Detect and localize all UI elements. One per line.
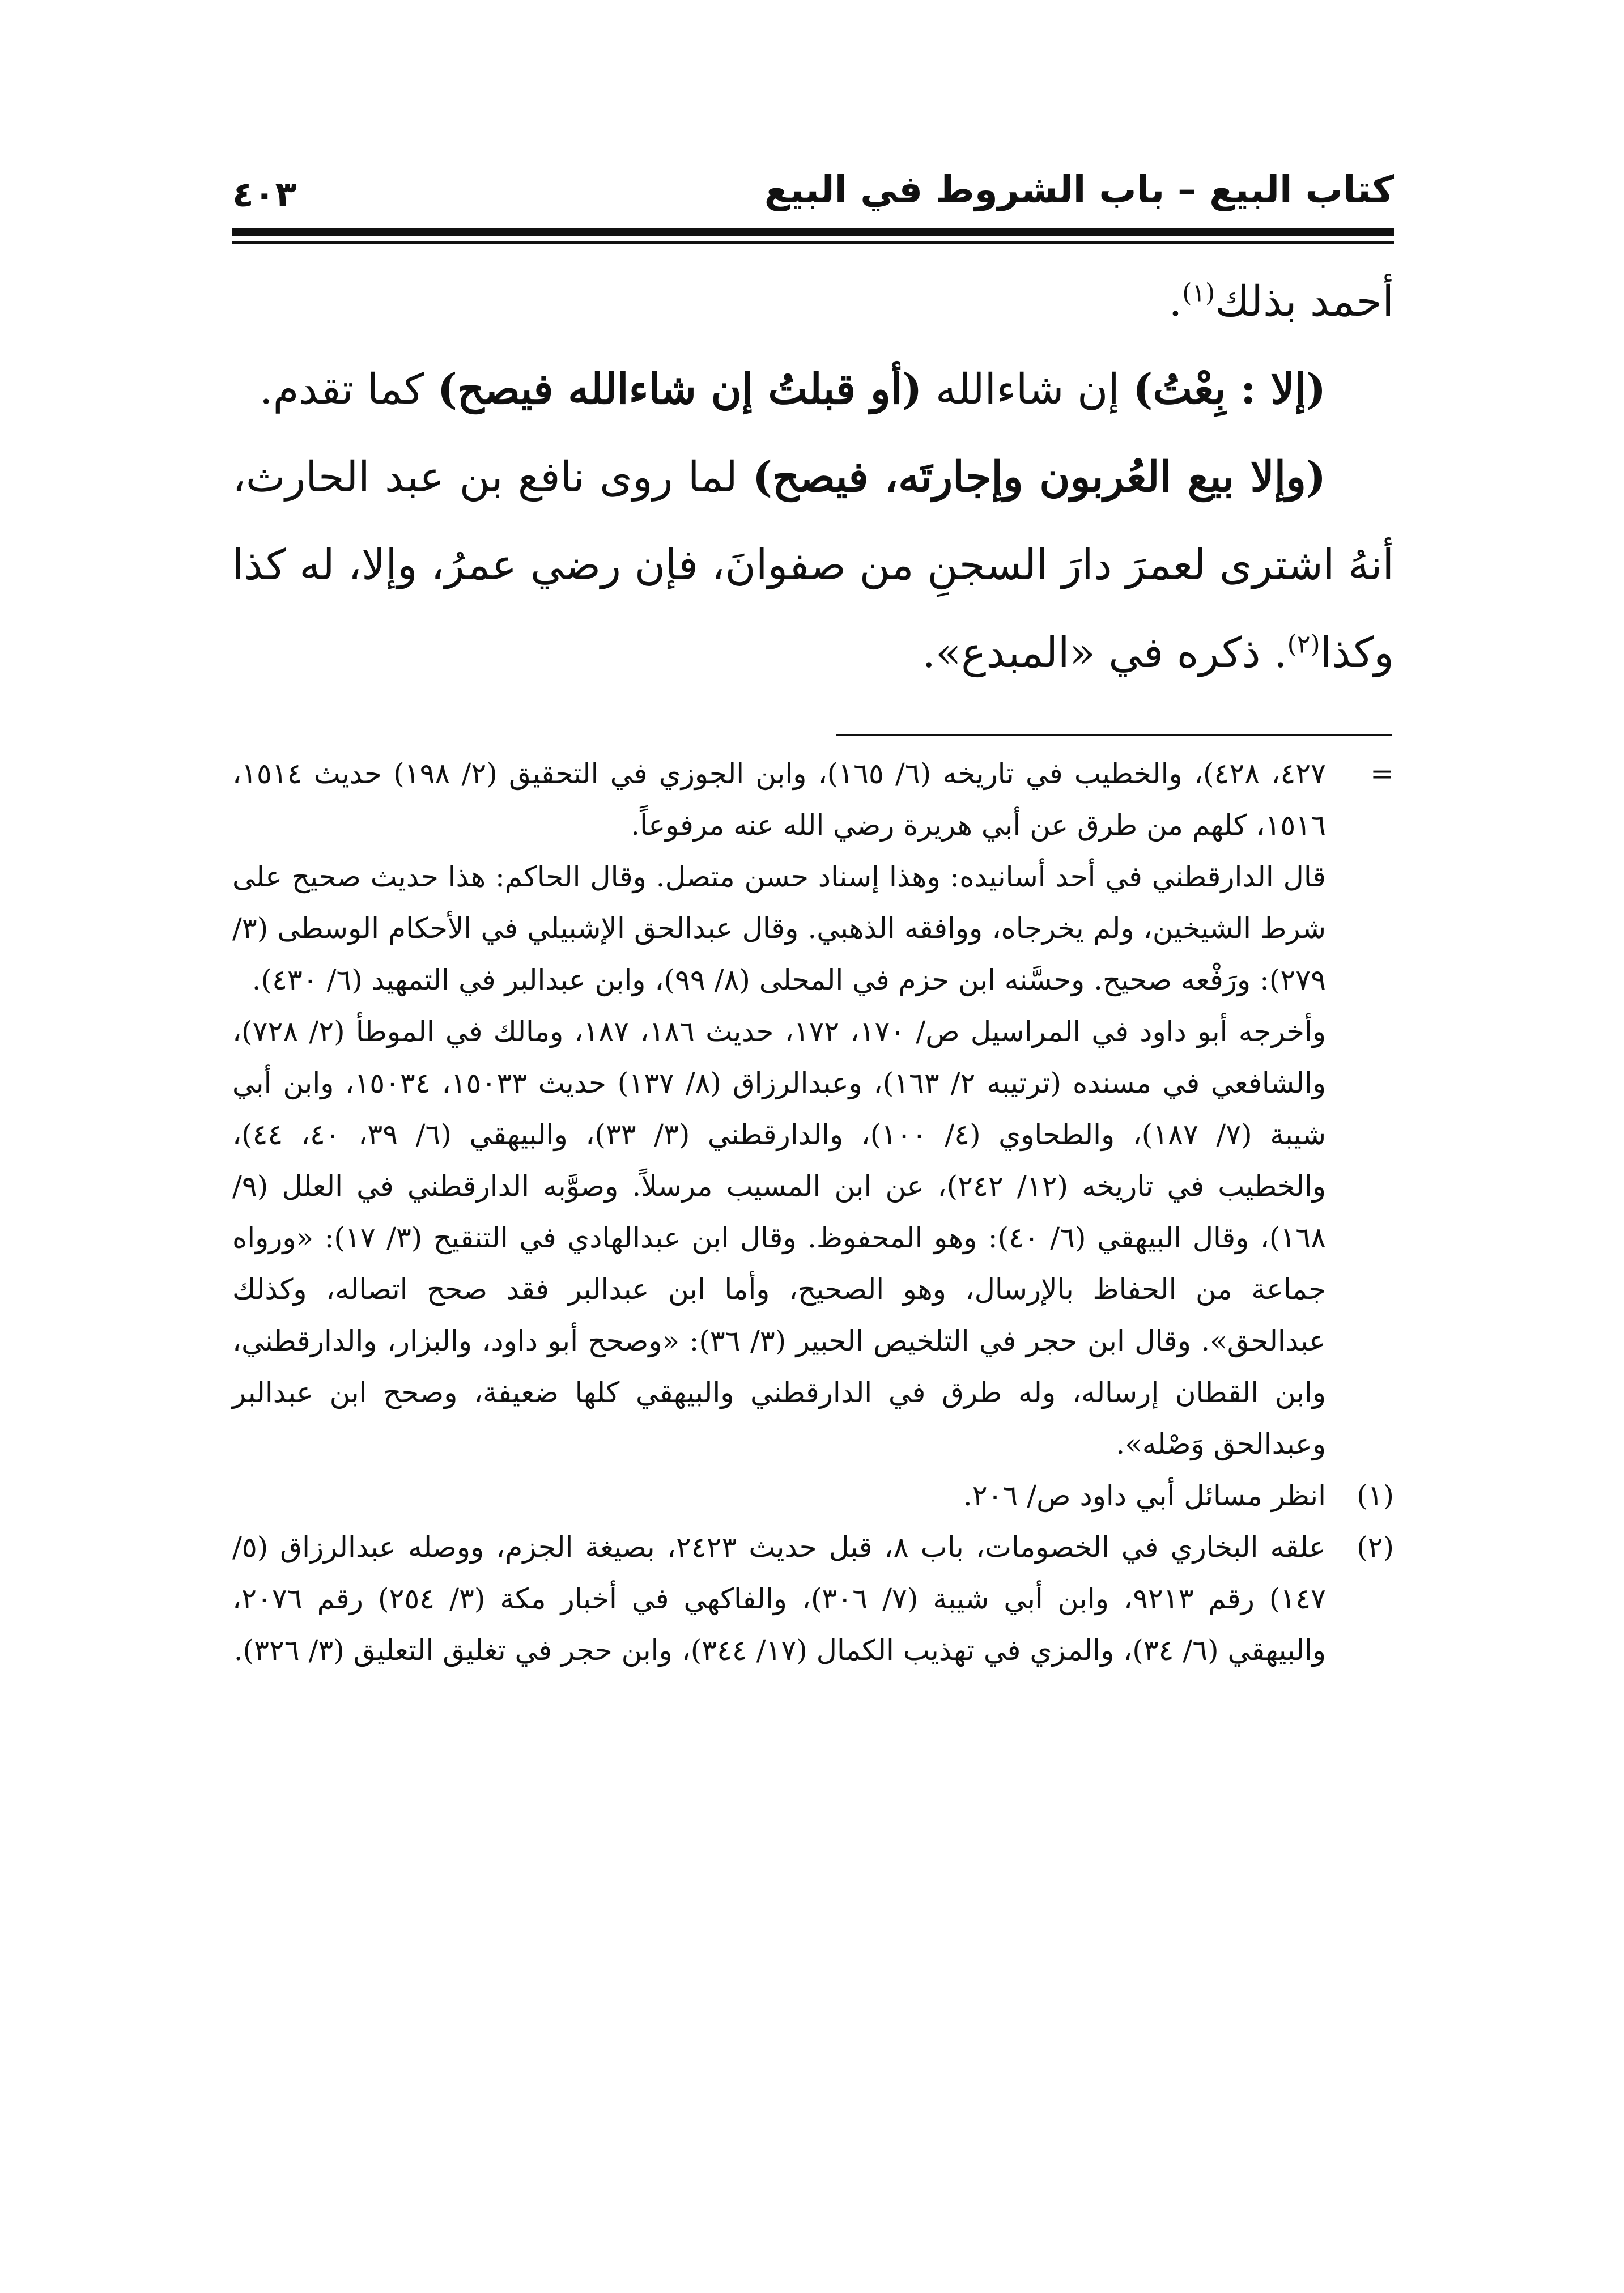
main-paragraph-3: [232, 434, 1394, 697]
page-number: ٤٠٣: [232, 173, 297, 215]
footnote-marker-2: (٢): [1357, 1531, 1394, 1564]
header-rule-thin: [232, 241, 1394, 244]
main-text-run: لما روى نافع بن عبد الحارث، أنهُ اشترى لعمرَ دارَ السجنِ من صفوانَ، فإن رضي عمرُ، وإلا، له كذا وكذا: [232, 453, 1394, 677]
footnote-marker-1: (١): [1357, 1479, 1394, 1512]
page-header: [232, 162, 1394, 224]
main-paragraph-1: [232, 258, 1394, 346]
footnote-paragraph: ٤٢٧، ٤٢٨)، والخطيب في تاريخه (٦/ ١٦٥)، وابن الجوزي في التحقيق (٢/ ١٩٨) حديث ١٥١٤، ١٥١٦، كلهم من طرق عن أبي هريرة رضي الله عنه مرفوعاً.: [232, 757, 1327, 842]
main-paragraph-2: [232, 346, 1394, 434]
footnote-2: [232, 1522, 1394, 1676]
footnote-paragraph: قال الدارقطني في أحد أسانيده: وهذا إسناد حسن متصل. وقال الحاكم: هذا حديث صحيح على شرط الشيخين، ولم يخرجاه، ووافقه الذهبي. وقال عبدالحق الإشبيلي في الأحكام الوسطى (٣/ ٢٧٩): ورَفْعه صحيح. وحسَّنه ابن حزم في المحلى (٨/ ٩٩)، وابن عبدالبر في التمهيد (٦/ ٤٣٠).: [232, 860, 1326, 996]
matn-bold-text: (إلا : بِعْتُ): [1133, 365, 1326, 414]
footnote-1: [232, 1470, 1394, 1522]
footnote-ref-2[interactable]: (٢): [1287, 630, 1320, 659]
footnote-separator: [836, 734, 1392, 736]
footnote-text-1: انظر مسائل أبي داود ص/ ٢٠٦.: [963, 1479, 1326, 1512]
header-rule-thick: [232, 228, 1394, 236]
footnote-text-2: علقه البخاري في الخصومات، باب ٨، قبل حديث ٢٤٢٣، بصيغة الجزم، ووصله عبدالرزاق (٥/ ١٤٧) رقم ٩٢١٣، وابن أبي شيبة (٧/ ٣٠٦)، والفاكهي في أخبار مكة (٣/ ٢٥٤) رقم ٢٠٧٦، والبيهقي (٦/ ٣٤)، والمزي في تهذيب الكمال (١٧/ ٣٤٤)، وابن حجر في تغليق التعليق (٣/ ٣٢٦).: [232, 1531, 1327, 1667]
continuation-marker: =: [1370, 757, 1394, 790]
footnotes: [232, 748, 1394, 1676]
main-text-run: . ذكره في «المبدع».: [922, 629, 1287, 677]
main-text-run: أحمد بذلك: [1215, 277, 1394, 326]
main-text-run: كما تقدم.: [260, 365, 437, 414]
matn-bold-text: (وإلا بيع العُربون وإجارتَه، فيصح): [753, 453, 1326, 502]
main-text-run: إن شاءالله: [922, 365, 1133, 414]
running-title: كتاب البيع – باب الشروط في البيع: [764, 168, 1394, 211]
footnote-continuation: [232, 748, 1394, 1470]
footnote-paragraph: وأخرجه أبو داود في المراسيل ص/ ١٧٠، ١٧٢، حديث ١٨٦، ١٨٧، ومالك في الموطأ (٢/ ٧٢٨)، والشافعي في مسنده (ترتيبه ٢/ ١٦٣)، وعبدالرزاق (٨/ ١٣٧) حديث ١٥٠٣٣، ١٥٠٣٤، وابن أبي شيبة (٧/ ١٨٧)، والطحاوي (٤/ ١٠٠)، والدارقطني (٣/ ٣٣)، والبيهقي (٦/ ٣٩، ٤٠، ٤٤)، والخطيب في تاريخه (١٢/ ٢٤٢)، عن ابن المسيب مرسلاً. وصوَّبه الدارقطني في العلل (٩/ ١٦٨)، وقال البيهقي (٦/ ٤٠): وهو المحفوظ. وقال ابن عبدالهادي في التنقيح (٣/ ١٧): «ورواه جماعة من الحفاظ بالإرسال، وهو الصحيح، وأما ابن عبدالبر فقد صحح اتصاله، وكذلك عبدالحق». وقال ابن حجر في التلخيص الحبير (٣/ ٣٦): «وصحح أبو داود، والبزار، والدارقطني، وابن القطان إرساله، وله طرق في الدارقطني والبيهقي كلها ضعيفة، وصحح ابن عبدالبر وعبدالحق وَصْله».: [232, 1015, 1327, 1460]
footnote-ref-1[interactable]: (١): [1182, 278, 1215, 308]
main-text: [232, 258, 1394, 697]
matn-bold-text: (أو قبلتُ إن شاءالله فيصح): [437, 365, 922, 414]
main-text-run: .: [1168, 277, 1183, 326]
